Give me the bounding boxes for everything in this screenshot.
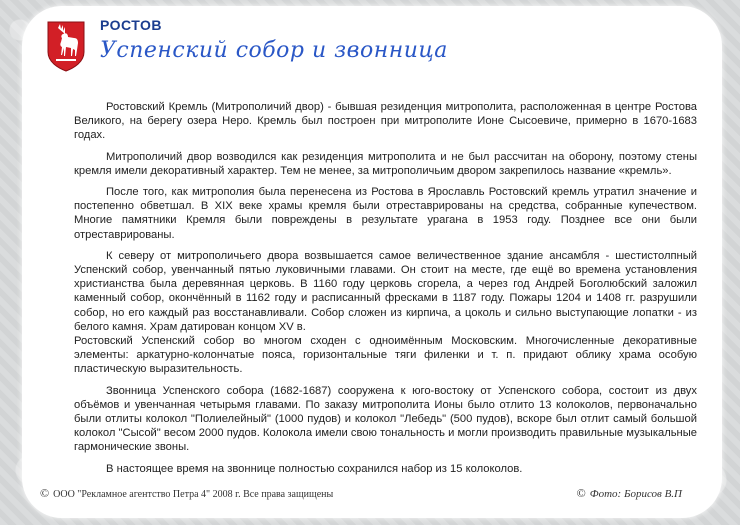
article-body [74, 100, 697, 483]
photo-copyright-symbol: © [576, 486, 586, 500]
copyright-text: ООО "Рекламное агентство Петра 4" 2008 г. Все права защищены [53, 489, 334, 500]
paragraph-cathedral-decor: Ростовский Успенский собор во многом сходен с одноимённым Московским. Многочисленные декоративные элементы: аркатурно-колончатые пояса, горизонтальные тяги филенки и т. п. придают облику храма особую пластическую выразительность. [74, 335, 697, 376]
paragraph-kremlin: Ростовский Кремль (Митрополичий двор) - бывшая резиденция митрополита, расположенная в центре Ростова Великого, на берегу озера Неро. Кремль был построен при митрополите Ионе Сысоевиче, примерно в 1670-1683 годах. [74, 101, 697, 142]
paragraph-residence: Митрополичий двор возводился как резиденция митрополита и не был рассчитан на оборону, поэтому стены кремля имели декоративный характер. Тем не менее, за митрополичьим двором закрепилось название «кремль». [74, 150, 697, 177]
deer-coat-of-arms-icon [46, 20, 86, 72]
paragraph-belfry: Звонница Успенского собора (1682-1687) сооружена к юго-востоку от Успенского собора, состоит из двух объёмов и увенчанная четырьмя главами. По заказу митрополита Ионы было отлито 13 колоколов, первоначально были отлиты колокол "Полиелейный" (1000 пудов) и колокол "Лебедь" (500 пудов), вскоре был отлит самый большой колокол "Сысой" весом 2000 пудов. Колокола имели свою тональность и могли производить правильные музыкальные гармонические звоны. [74, 384, 697, 454]
copyright-notice [40, 486, 333, 501]
photo-credit-text: Фото: Борисов В.П [589, 488, 682, 500]
paragraph-cathedral: К северу от митрополичьего двора возвышается самое величественное здание ансамбля - шестистолпный Успенский собор, увенчанный пятью луковичными главами. Он стоит на месте, где ещё во времена установления христианства была деревянная церковь. В 1160 году церковь сгорела, а через год Андрей Боголюбский заложил каменный собор, окончённый в 1162 году и расписанный фресками в 1187 году. Пожары 1204 и 1408 гг. разрушили собор, но его каждый раз восстанавливали. Собор сложен из кирпича, а цоколь и сильно выступающие лопатки - из белого камня. Храм датирован концом XV в. [74, 249, 697, 333]
paragraph-bells: В настоящее время на звоннице полностью сохранился набор из 15 колоколов. [106, 462, 523, 475]
photo-credit [577, 486, 682, 501]
city-label: РОСТОВ [100, 17, 163, 33]
paragraph-restoration: После того, как митрополия была перенесена из Ростова в Ярославль Ростовский кремль утратил значение и постепенно обветшал. В XIX веке храмы кремля были отреставрированы на средства, собранные купечеством. Многие памятники Кремля были повреждены в результате урагана в 1953 году. Позднее все они были отреставрированы. [74, 186, 697, 241]
copyright-symbol: © [40, 486, 50, 500]
page-title: Успенский собор и звонница [100, 38, 448, 63]
